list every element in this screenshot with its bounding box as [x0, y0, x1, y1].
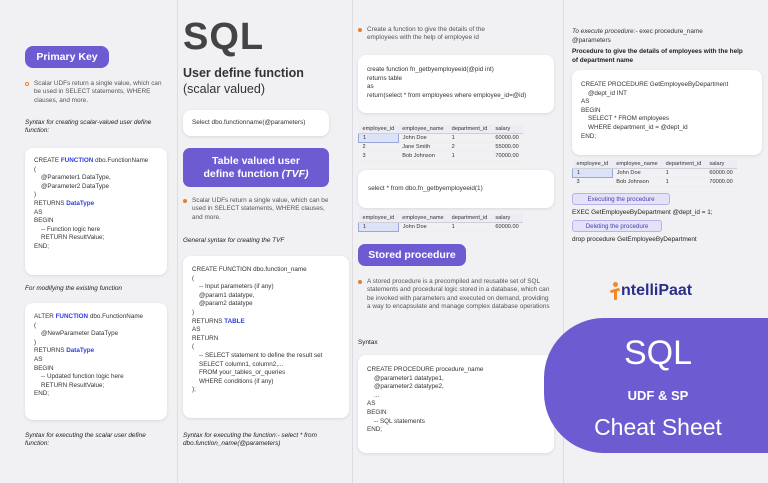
column-2: [178, 0, 352, 483]
code-line: [34, 330, 158, 339]
tvf-code: [183, 256, 349, 402]
column-header: employee_name: [612, 160, 661, 169]
code-text: ALTER: [34, 313, 56, 320]
code-line: END;: [581, 132, 597, 140]
column-header: employee_id: [359, 214, 399, 223]
column-4: [564, 0, 768, 483]
code-line: CREATE PROCEDURE GetEmployeeByDepartment: [581, 81, 729, 88]
cover-card: [544, 318, 768, 453]
table-row: [359, 134, 523, 143]
code-text: RETURN: [192, 334, 219, 342]
code-line: create function fn_getbyemployeeid(@pid int): [367, 66, 494, 73]
code-line: [192, 369, 340, 378]
code-line: [34, 166, 158, 175]
code-line: [34, 183, 158, 192]
code-line: [34, 217, 158, 226]
column-3: [353, 0, 563, 483]
table-cell: 1: [662, 178, 706, 187]
general-syntax-label: General syntax for creating the TVF: [183, 237, 285, 244]
code-line: [192, 335, 340, 344]
code-text: (: [192, 343, 195, 351]
column-header: employee_id: [573, 160, 613, 169]
tvf-pill-line2-a: define function: [203, 167, 282, 180]
table-cell: 3: [359, 152, 399, 161]
code-line: [192, 378, 340, 387]
code-text: RETURNS: [34, 199, 67, 207]
code-line: [34, 356, 158, 365]
code-line: [192, 275, 340, 284]
code-line: [192, 309, 340, 318]
code-line: AS: [367, 400, 376, 408]
column-header: salary: [491, 214, 522, 223]
cover-tail: Cheat Sheet: [594, 414, 722, 440]
code-text: @Parameter1 DataType,: [34, 174, 111, 182]
table-cell: John Doe: [398, 134, 447, 143]
tvf-bullet-text: Scalar UDFs return a single value, which can be used in SELECT statements, WHERE clauses, and more.: [192, 197, 329, 221]
code-text: BEGIN: [34, 217, 54, 225]
table-cell: 1: [448, 152, 492, 161]
scalar-udf-bullet: [25, 80, 167, 105]
code-text: END;: [34, 242, 50, 250]
stored-procedure-bullet-text: A stored procedure is a precompiled and reusable set of SQL statements and procedural logic stored in a database, which can be invoked with parameters and executed on demand, providing a way to encapsulate and manage complex database operations: [367, 278, 550, 311]
code-text: (: [34, 165, 37, 173]
drop-statement: drop procedure GetEmployeeByDepartment: [572, 236, 697, 243]
table-cell: 1: [662, 169, 706, 178]
code-text: @Parameter2 DataType: [34, 182, 109, 190]
fn-result-table: [358, 214, 523, 232]
deleting-procedure-button[interactable]: Deleting the procedure: [572, 220, 662, 232]
code-line: [192, 318, 340, 327]
table-cell: 55000.00: [491, 143, 522, 152]
code-line: [34, 347, 158, 356]
execute-procedure-text: [572, 28, 732, 45]
code-text: -- Function logic here: [34, 225, 101, 233]
code-text: -- Input parameters (if any): [192, 283, 274, 291]
column-header: employee_id: [359, 125, 399, 134]
table-cell: 1: [359, 134, 399, 143]
code-text: dbo.FunctionName: [88, 313, 144, 320]
code-line: @dept_id INT: [581, 89, 627, 97]
code-text: RETURNS: [192, 317, 225, 325]
table-cell: John Doe: [612, 169, 661, 178]
table-row: [573, 169, 737, 178]
code-line: returns table: [367, 74, 403, 82]
select-example-text: Select dbo.functionname(@parameters): [192, 119, 306, 126]
alter-function-code: [25, 303, 167, 406]
column-1: [0, 0, 177, 483]
table-cell: 1: [573, 169, 613, 178]
code-text: -- Updated function logic here: [34, 373, 124, 381]
code-line: [192, 300, 340, 309]
udf-subtitle-scalar: (scalar valued): [183, 82, 265, 96]
code-text: END;: [34, 390, 50, 398]
table-cell: 2: [448, 143, 492, 152]
code-text: CREATE: [34, 157, 61, 164]
tvf-pill-line2: [204, 168, 309, 181]
create-fn-bullet: [358, 26, 508, 43]
code-line: [192, 326, 340, 335]
code-line: [34, 191, 158, 200]
code-text: RETURN ResultValue;: [34, 381, 105, 389]
intellipaat-logo: [610, 282, 692, 300]
code-line: AS: [581, 98, 590, 106]
fn-getbyemployeeid-code: [358, 55, 554, 107]
code-line: [34, 373, 158, 382]
stored-procedure-bullet: [358, 278, 553, 312]
code-text: @param2 datatype: [192, 300, 253, 308]
create-procedure-code: [358, 355, 554, 442]
code-text: ): [192, 308, 195, 316]
udf-subtitle: User define function: [183, 66, 304, 80]
code-line: [192, 266, 340, 275]
code-line: [34, 322, 158, 331]
cover-subtitle: UDF & SP: [627, 388, 689, 403]
tvf-pill-line2-b: (TVF): [281, 167, 309, 180]
code-line: [34, 365, 158, 374]
table-cell: John Doe: [398, 223, 447, 232]
code-line: @parameter1 datatype1,: [367, 374, 444, 382]
employees-table-2: [358, 214, 523, 232]
code-text: CREATE FUNCTION dbo.function_name: [192, 266, 307, 273]
employees-table-1: [358, 125, 523, 161]
column-header: department_id: [448, 214, 492, 223]
code-text: @NewParameter DataType: [34, 330, 119, 338]
exec-tvf-label: Syntax for executing the function:- select * from dbo.function_name(@parameters): [183, 432, 317, 448]
code-line: BEGIN: [581, 106, 601, 114]
get-employee-proc-code-card: [572, 70, 762, 155]
create-fn-bullet-text: Create a function to give the details of the employees with the help of employee id: [367, 26, 485, 42]
sql-title: SQL: [183, 16, 265, 58]
code-line: [34, 200, 158, 209]
code-text: AS: [192, 326, 201, 334]
table-cell: 2: [359, 143, 399, 152]
code-text: FROM your_tables_or_queries: [192, 369, 286, 377]
select-fn-text: select * from dbo.fn_getbyemployeeid(1): [368, 185, 483, 192]
code-text: RETURN ResultValue;: [34, 234, 105, 242]
code-keyword: DataType: [66, 347, 95, 355]
table-row: [573, 178, 737, 187]
column-header: salary: [705, 160, 736, 169]
code-line: [34, 157, 158, 166]
table-header-row: [359, 214, 523, 223]
code-line: [34, 390, 158, 399]
create-procedure-code-card: [358, 355, 554, 453]
bullet-dot: [25, 82, 29, 86]
logo-figure-icon: [610, 282, 620, 300]
code-text: BEGIN: [34, 364, 54, 372]
code-text: ): [34, 191, 37, 199]
code-line: [34, 234, 158, 243]
code-keyword: DataType: [66, 199, 95, 207]
exec-statement: EXEC GetEmployeeByDepartment @dept_id = 1;: [572, 209, 713, 216]
bullet-dot: [358, 28, 362, 32]
create-function-code: [25, 148, 167, 259]
code-keyword: FUNCTION: [60, 157, 94, 164]
table-cell: Bob Johnson: [398, 152, 447, 161]
scalar-udf-bullet-text: Scalar UDFs return a single value, which can be used in SELECT statements, WHERE clauses, and more.: [34, 80, 162, 104]
code-text: (: [192, 274, 195, 282]
procedure-desc: Procedure to give the details of employees with the help of department name: [572, 48, 743, 64]
code-line: [34, 174, 158, 183]
code-line: [34, 209, 158, 218]
modify-label: For modifying the existing function: [25, 285, 122, 292]
code-line: [192, 386, 340, 395]
code-line: [34, 313, 158, 322]
code-text: (: [34, 321, 37, 329]
select-fn-card: [358, 170, 554, 208]
syntax-label: Syntax: [358, 339, 378, 346]
code-line: as: [367, 83, 374, 91]
table-cell: 70000.00: [705, 178, 736, 187]
table-cell: 1: [448, 223, 492, 232]
code-keyword: TABLE: [224, 317, 245, 325]
code-line: SELECT * FROM employees: [581, 115, 670, 123]
code-text: SELECT column1, column2,...: [192, 360, 284, 368]
code-line: [192, 292, 340, 301]
code-line: [192, 352, 340, 361]
table-cell: 1: [448, 134, 492, 143]
code-text: AS: [34, 355, 43, 363]
code-line: return(select * from employees where employee_id=@id): [367, 91, 527, 99]
stored-procedure-pill: Stored procedure: [358, 244, 466, 266]
code-line: [192, 283, 340, 292]
primary-key-pill: Primary Key: [25, 46, 109, 68]
table-cell: 60000.00: [491, 223, 522, 232]
code-text: @param1 datatype,: [192, 291, 255, 299]
code-text: ): [34, 338, 37, 346]
table-row: [359, 223, 523, 232]
code-text: AS: [34, 208, 43, 216]
fn-getbyemployeeid-code-card: [358, 55, 554, 113]
executing-procedure-button[interactable]: Executing the procedure: [572, 193, 670, 205]
column-header: employee_name: [398, 214, 447, 223]
table-cell: Bob Johnson: [612, 178, 661, 187]
table-cell: 60000.00: [491, 134, 522, 143]
column-header: employee_name: [398, 125, 447, 134]
exec-scalar-label: Syntax for executing the scalar user define function:: [25, 432, 146, 448]
code-line: [192, 343, 340, 352]
tvf-code-card: [183, 256, 349, 418]
code-text: -- SELECT statement to define the result set: [192, 351, 323, 359]
table-cell: 3: [573, 178, 613, 187]
table-header-row: [573, 160, 737, 169]
code-line: [192, 361, 340, 370]
code-line: [34, 226, 158, 235]
code-text: );: [192, 386, 196, 394]
proc-result-table-wrap: [572, 160, 737, 187]
proc-result-table: [572, 160, 737, 187]
cover-title: SQL: [623, 334, 693, 372]
code-line: -- SQL statements: [367, 417, 425, 425]
table-cell: 1: [359, 223, 399, 232]
table-row: [359, 152, 523, 161]
execute-procedure-text-b: exec procedure_name @parameters: [572, 28, 703, 44]
column-header: salary: [491, 125, 522, 134]
code-line: END;: [367, 426, 383, 434]
table-row: [359, 143, 523, 152]
code-line: ...: [367, 391, 380, 399]
code-line: CREATE PROCEDURE procedure_name: [367, 366, 484, 373]
get-employee-proc-code: [572, 70, 762, 148]
syntax-label: Syntax for creating scalar-valued user define function:: [25, 119, 152, 135]
bullet-dot: [358, 280, 362, 284]
table-cell: 60000.00: [705, 169, 736, 178]
code-line: [34, 382, 158, 391]
tvf-pill-line1: Table valued user: [212, 154, 300, 167]
code-keyword: FUNCTION: [55, 313, 89, 320]
table-header-row: [359, 125, 523, 134]
code-line: [34, 243, 158, 252]
employees-result-table: [358, 125, 523, 161]
tvf-pill: [183, 148, 329, 187]
code-line: [34, 339, 158, 348]
tvf-bullet: [183, 197, 333, 222]
logo-wordmark: ntelliPaat: [621, 282, 693, 299]
alter-function-code-card: [25, 303, 167, 420]
table-cell: 70000.00: [491, 152, 522, 161]
table-cell: Jane Smith: [398, 143, 447, 152]
code-line: WHERE department_id = @dept_id: [581, 123, 688, 131]
code-text: WHERE conditions (if any): [192, 377, 274, 385]
select-example-card: [183, 110, 329, 136]
execute-procedure-text-a: To execute procedure:-: [572, 28, 640, 35]
column-header: department_id: [662, 160, 706, 169]
code-line: BEGIN: [367, 408, 387, 416]
code-text: dbo.FunctionName: [93, 157, 149, 164]
code-text: RETURNS: [34, 347, 67, 355]
column-header: department_id: [448, 125, 492, 134]
create-function-code-card: [25, 148, 167, 275]
code-line: @parameter2 datatype2,: [367, 383, 444, 391]
bullet-dot: [183, 199, 187, 203]
